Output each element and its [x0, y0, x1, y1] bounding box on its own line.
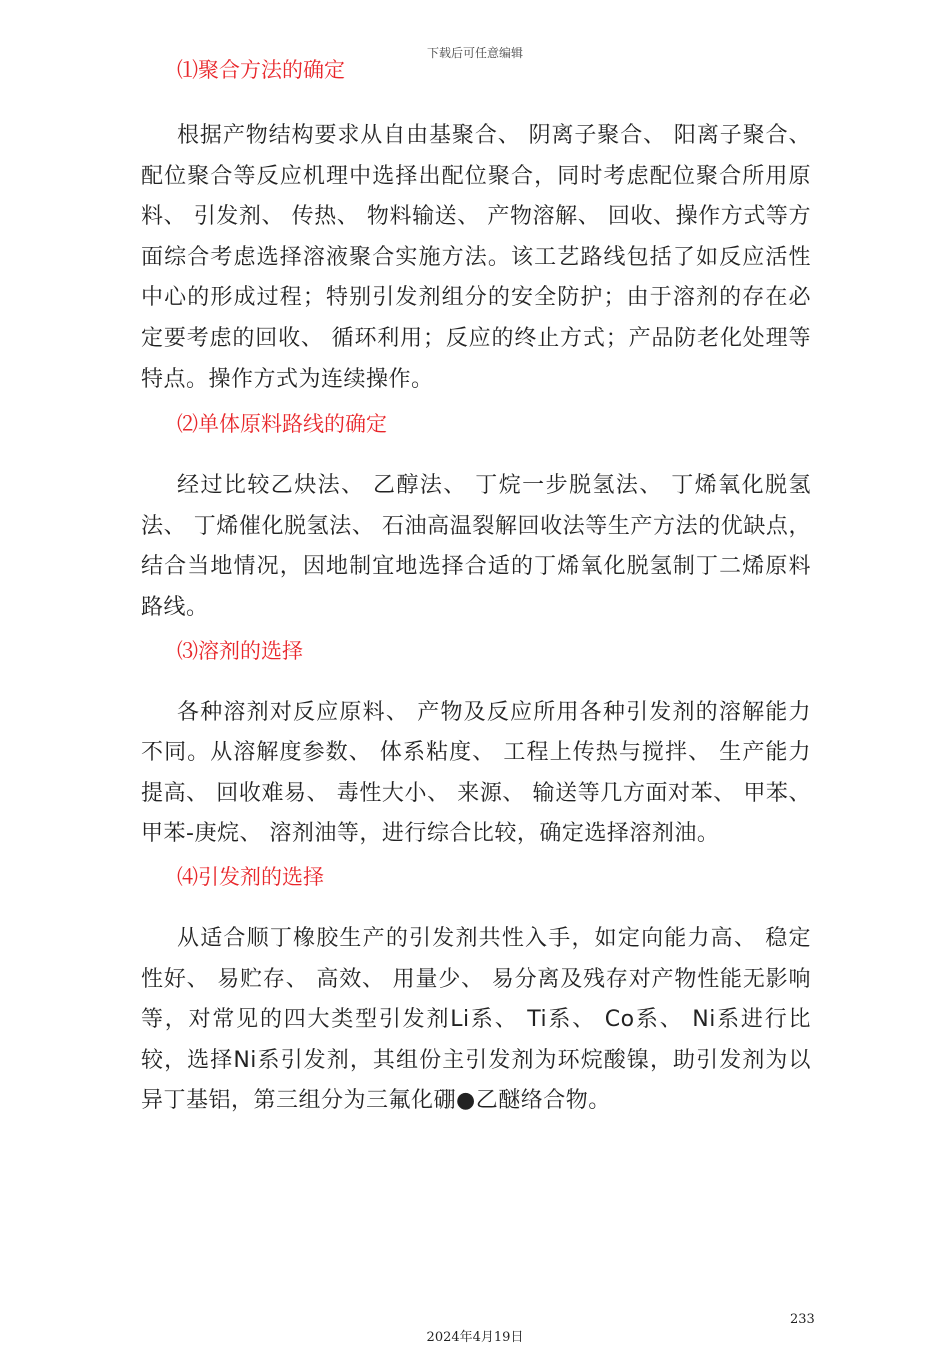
- section-heading-monomer-route: ⑵单体原料路线的确定: [177, 412, 387, 437]
- section-paragraph-initiator-selection: 从适合顺丁橡胶生产的引发剂共性入手，如定向能力高、 稳定性好、 易贮存、 高效、 用量少、 易分离及残存对产物性能无影响等，对常见的四大类型引发剂Li系、 Ti系、 Co系、 Ni系进行比较，选择Ni系引发剂，其组份主引发剂为环烷酸镍，助引发剂为以异丁基铝，第三组分为三氟化硼●乙醚络合物。: [141, 925, 811, 1114]
- footer-date: 2024年4月19日: [426, 1330, 524, 1345]
- section-paragraph-solvent-selection: 各种溶剂对反应原料、 产物及反应所用各种引发剂的溶解能力不同。从溶解度参数、 体系粘度、 工程上传热与搅拌、 生产能力提高、 回收难易、 毒性大小、 来源、 输送等几方面对苯、 甲苯、 甲苯-庚烷、 溶剂油等，进行综合比较，确定选择溶剂油。: [141, 699, 811, 847]
- page-number: 233: [790, 1312, 815, 1327]
- document-body: [141, 54, 811, 1122]
- section-heading-polymerization-method: ⑴聚合方法的确定: [177, 58, 345, 82]
- section-heading-initiator-selection: ⑷引发剂的选择: [177, 864, 324, 889]
- section-heading-solvent-selection: ⑶溶剂的选择: [177, 638, 303, 663]
- download-watermark: 下载后可任意编辑: [426, 46, 523, 60]
- section-paragraph-monomer-route: 经过比较乙炔法、 乙醇法、 丁烷一步脱氢法、 丁烯氧化脱氢法、 丁烯催化脱氢法、 石油高温裂解回收法等生产方法的优缺点，结合当地情况，因地制宜地选择合适的丁烯氧化脱氢制丁二烯原料路线。: [141, 473, 811, 620]
- section-paragraph-polymerization-method: 根据产物结构要求从自由基聚合、 阴离子聚合、 阳离子聚合、 配位聚合等反应机理中选择出配位聚合，同时考虑配位聚合所用原料、 引发剂、 传热、 物料输送、 产物溶解、 回收、操作方式等方面综合考虑选择溶液聚合实施方法。该工艺路线包括了如反应活性中心的形成过程；特别引发剂组分的安全防护；由于溶剂的存在必定要考虑的回收、 循环利用；反应的终止方式；产品防老化处理等特点。操作方式为连续操作。: [141, 123, 811, 392]
